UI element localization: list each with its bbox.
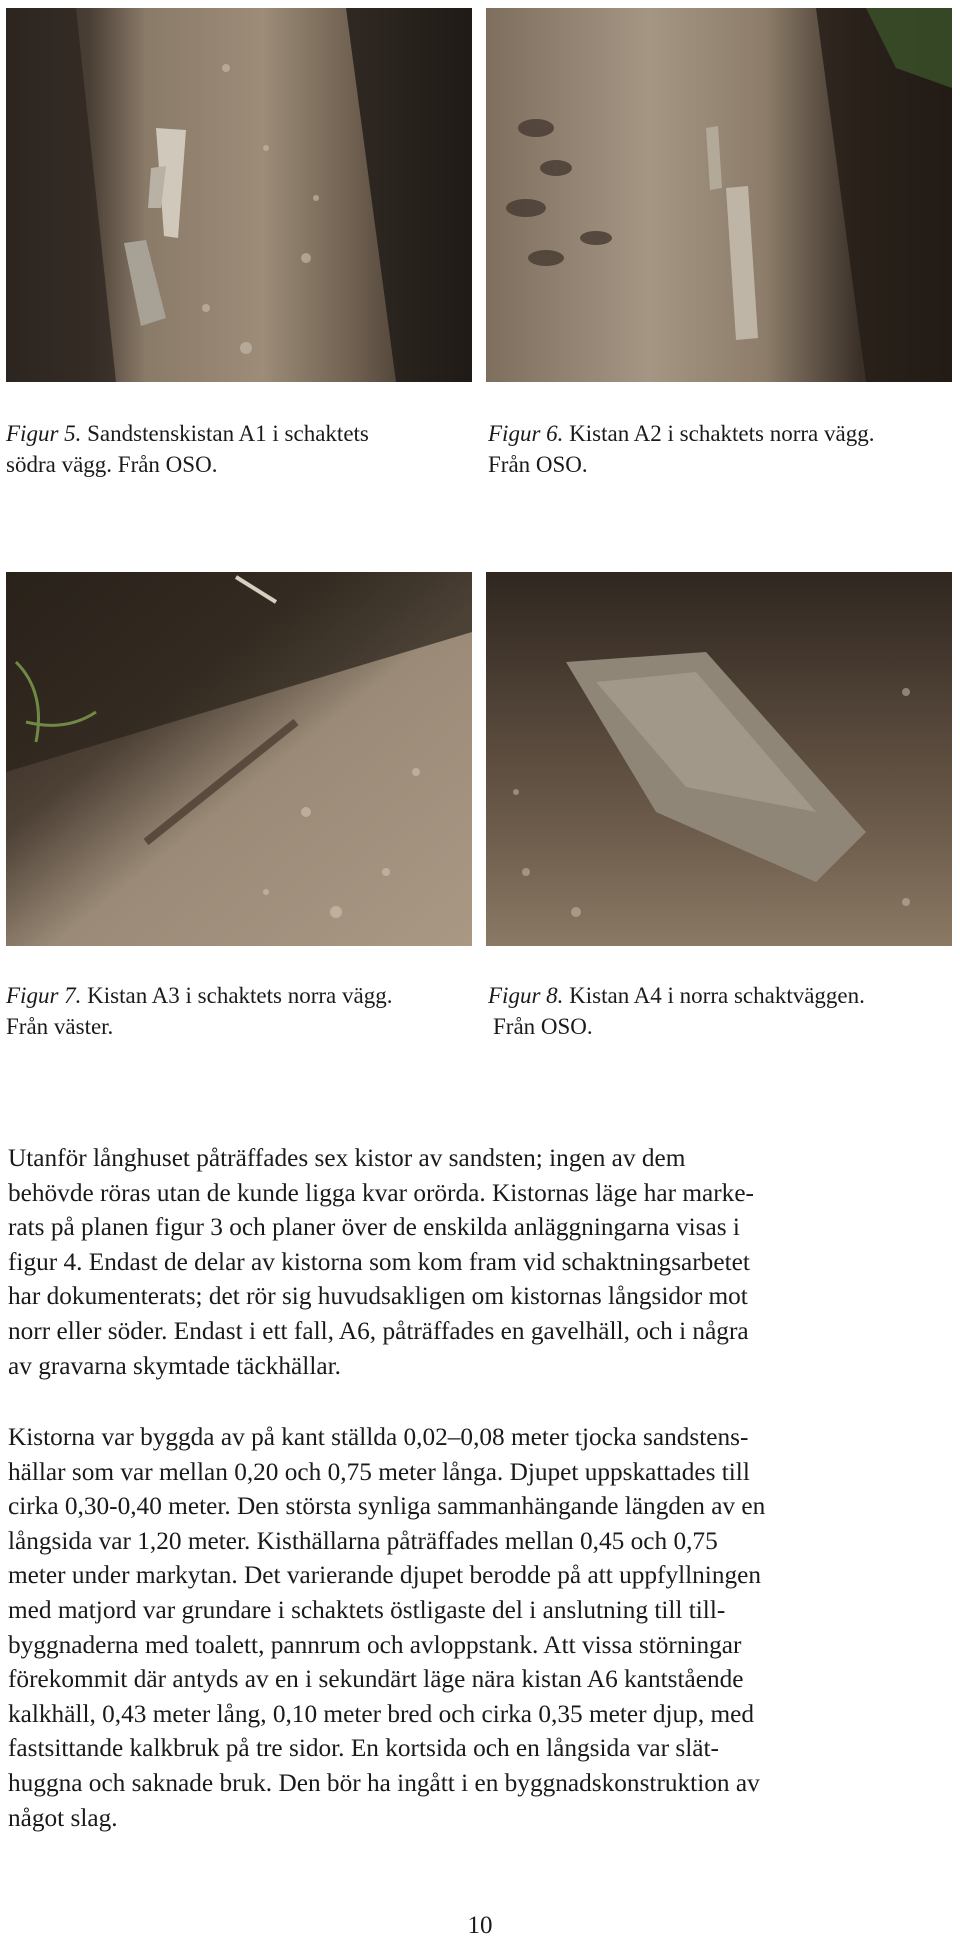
body-paragraph-1: [8, 1141, 958, 1383]
text-line: cirka 0,30-0,40 meter. Den största synliga sammanhängande längden av en: [8, 1492, 766, 1521]
text-line: byggnaderna med toalett, pannrum och avloppstank. Att vissa störningar: [8, 1630, 742, 1659]
figure-5-photo: [6, 8, 472, 382]
figure-label: Figur 7.: [6, 983, 82, 1008]
figure-6-caption: [488, 418, 948, 480]
text-line: långsida var 1,20 meter. Kisthällarna påträffades mellan 0,45 och 0,75: [8, 1526, 718, 1555]
text-line: fastsittande kalkbruk på tre sidor. En kortsida och en långsida var slät-: [8, 1734, 719, 1763]
text-line: Kistorna var byggda av på kant ställda 0,02–0,08 meter tjocka sandstens-: [8, 1423, 749, 1451]
text-line: figur 4. Endast de delar av kistorna som kom fram vid schaktningsarbetet: [8, 1247, 750, 1276]
body-paragraph-2: [8, 1420, 958, 1835]
text-line: Utanför långhuset påträffades sex kistor av sandsten; ingen av dem: [8, 1144, 686, 1172]
text-line: hällar som var mellan 0,20 och 0,75 meter långa. Djupet uppskattades till: [8, 1457, 750, 1486]
text-line: förekommit där antyds av en i sekundärt läge nära kistan A6 kantstående: [8, 1665, 744, 1694]
text-line: norr eller söder. Endast i ett fall, A6, påträffades en gavelhäll, och i några: [8, 1316, 749, 1345]
caption-text: Kistan A4 i norra schaktväggen.: [569, 983, 865, 1008]
figure-8-caption: [488, 980, 948, 1042]
figure-7-photo: [6, 572, 472, 946]
caption-text: södra vägg. Från OSO.: [6, 452, 218, 477]
caption-text: Från OSO.: [493, 1014, 593, 1039]
figure-7-caption: [6, 980, 466, 1042]
caption-text: Från OSO.: [488, 452, 588, 477]
text-line: av gravarna skymtade täckhällar.: [8, 1351, 341, 1380]
text-line: har dokumenterats; det rör sig huvudsakligen om kistornas långsidor mot: [8, 1282, 748, 1311]
figure-8-photo: [486, 572, 952, 946]
figure-5-caption: [6, 418, 466, 480]
text-line: något slag.: [8, 1803, 118, 1832]
text-line: med matjord var grundare i schaktets östligaste del i anslutning till till-: [8, 1595, 726, 1624]
text-line: huggna och saknade bruk. Den bör ha ingått i en byggnadskonstruktion av: [8, 1768, 760, 1797]
caption-text: Sandstenskistan A1 i schaktets: [87, 421, 369, 446]
page-number: 10: [467, 1912, 493, 1939]
caption-text: Kistan A2 i schaktets norra vägg.: [569, 421, 875, 446]
text-line: behövde röras utan de kunde ligga kvar orörda. Kistornas läge har marke-: [8, 1178, 754, 1207]
figure-6-photo: [486, 8, 952, 382]
figure-label: Figur 5.: [6, 421, 82, 446]
figure-label: Figur 6.: [488, 421, 564, 446]
figure-label: Figur 8.: [488, 983, 564, 1008]
text-line: rats på planen figur 3 och planer över de enskilda anläggningarna visas i: [8, 1213, 740, 1242]
caption-text: Från väster.: [6, 1014, 114, 1039]
caption-text: Kistan A3 i schaktets norra vägg.: [87, 983, 393, 1008]
text-line: meter under markytan. Det varierande djupet berodde på att uppfyllningen: [8, 1561, 762, 1590]
text-line: kalkhäll, 0,43 meter lång, 0,10 meter bred och cirka 0,35 meter djup, med: [8, 1699, 755, 1728]
